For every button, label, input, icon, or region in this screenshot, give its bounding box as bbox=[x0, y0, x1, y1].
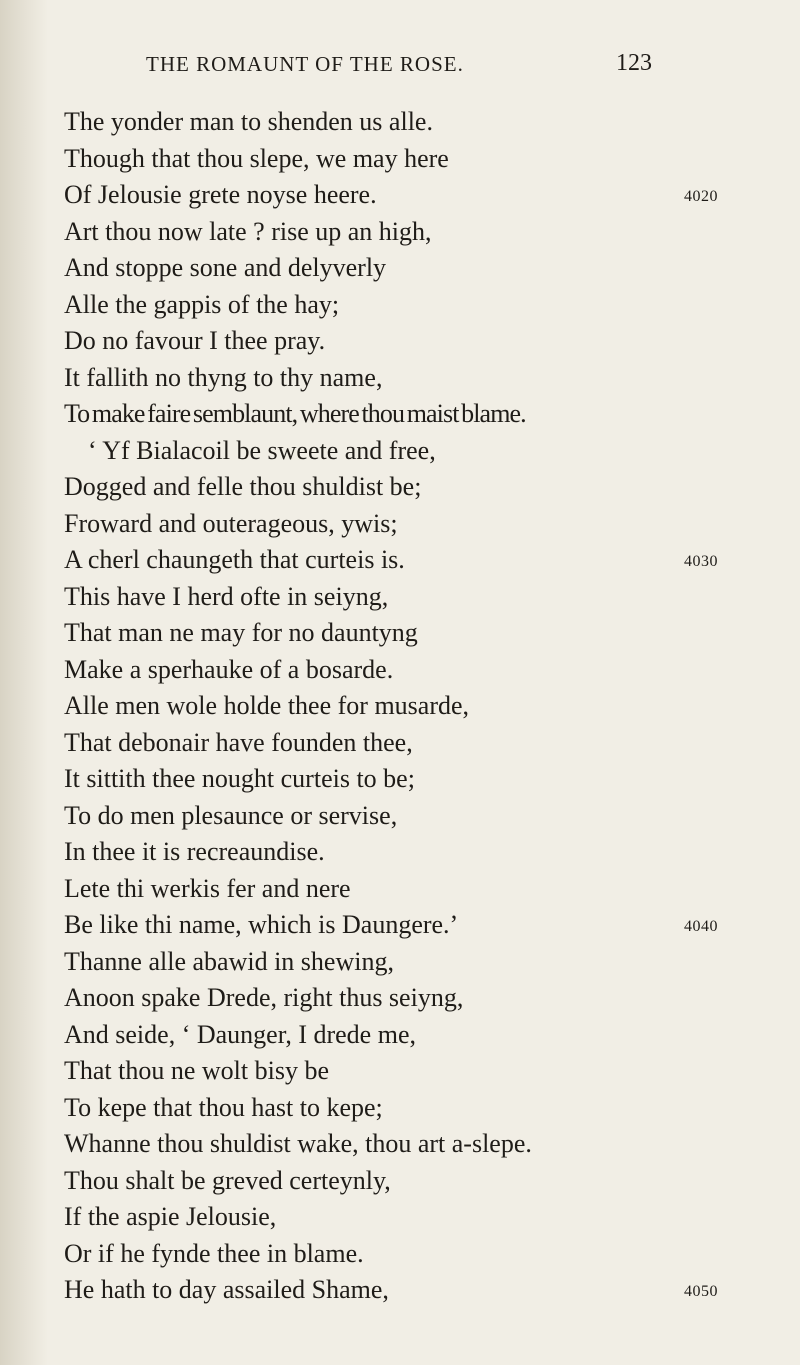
page-number: 123 bbox=[616, 50, 652, 76]
verse-text: That debonair have founden thee, bbox=[64, 727, 413, 757]
verse-line bbox=[64, 323, 784, 360]
verse-line bbox=[64, 360, 784, 397]
verse-line bbox=[64, 469, 784, 506]
verse-text: To kepe that thou hast to kepe; bbox=[64, 1092, 383, 1122]
verse-line bbox=[64, 433, 784, 470]
verse-text: Do no favour I thee pray. bbox=[64, 326, 326, 355]
verse-text: To do men plesaunce or servise, bbox=[64, 800, 398, 830]
verse-line bbox=[64, 104, 784, 141]
poem-text bbox=[64, 104, 784, 1309]
verse-text: Alle men wole holde thee for musarde, bbox=[64, 691, 470, 720]
verse-line bbox=[64, 396, 784, 433]
line-number: 4040 bbox=[684, 918, 718, 935]
line-number: 4030 bbox=[684, 553, 718, 570]
verse-line bbox=[64, 1090, 784, 1127]
verse-text: ‘ Yf Bialacoil be sweete and free, bbox=[88, 435, 436, 465]
verse-line bbox=[64, 579, 784, 616]
verse-line bbox=[64, 1199, 784, 1236]
verse-line bbox=[64, 1236, 784, 1273]
verse-text: Or if he fynde thee in blame. bbox=[64, 1238, 364, 1268]
verse-text: He hath to day assailed Shame, bbox=[64, 1275, 389, 1304]
verse-text: A cherl chaungeth that curteis is. bbox=[64, 545, 405, 574]
verse-line bbox=[64, 615, 784, 652]
verse-line bbox=[64, 725, 784, 762]
verse-text: The yonder man to shenden us alle. bbox=[64, 107, 433, 136]
verse-text: Froward and outerageous, ywis; bbox=[64, 508, 398, 538]
verse-text: And stoppe sone and delyverly bbox=[64, 253, 387, 282]
verse-line bbox=[64, 871, 784, 908]
verse-text: To make faire semblaunt, where thou maist blame. bbox=[64, 399, 526, 428]
page-edge-shadow bbox=[0, 0, 48, 1365]
verse-line bbox=[64, 542, 784, 579]
verse-text: It fallith no thyng to thy name, bbox=[64, 362, 383, 392]
verse-text: It sittith thee nought curteis to be; bbox=[64, 764, 415, 793]
verse-text: Dogged and felle thou shuldist be; bbox=[64, 472, 422, 501]
verse-line bbox=[64, 1017, 784, 1054]
line-number: 4050 bbox=[684, 1283, 718, 1300]
verse-text: In thee it is recreaundise. bbox=[64, 837, 325, 866]
verse-text: That thou ne wolt bisy be bbox=[64, 1056, 330, 1085]
line-number: 4020 bbox=[684, 188, 718, 205]
verse-text: Alle the gappis of the hay; bbox=[64, 289, 340, 319]
verse-line bbox=[64, 798, 784, 835]
verse-line bbox=[64, 1126, 784, 1163]
verse-line bbox=[64, 177, 784, 214]
verse-text: Whanne thou shuldist wake, thou art a-slepe. bbox=[64, 1129, 532, 1158]
verse-text: Art thou now late ? rise up an high, bbox=[64, 216, 432, 246]
verse-text: And seide, ‘ Daunger, I drede me, bbox=[64, 1019, 416, 1049]
verse-line bbox=[64, 141, 784, 178]
verse-text: Anoon spake Drede, right thus seiyng, bbox=[64, 983, 464, 1012]
verse-text: If the aspie Jelousie, bbox=[64, 1202, 277, 1231]
verse-text: Be like thi name, which is Daungere.’ bbox=[64, 910, 459, 939]
verse-text: Of Jelousie grete noyse heere. bbox=[64, 180, 377, 209]
verse-text: Lete thi werkis fer and nere bbox=[64, 873, 351, 903]
verse-line bbox=[64, 980, 784, 1017]
verse-line bbox=[64, 652, 784, 689]
verse-line bbox=[64, 944, 784, 981]
verse-line bbox=[64, 1163, 784, 1200]
verse-line bbox=[64, 287, 784, 324]
verse-text: That man ne may for no dauntyng bbox=[64, 618, 418, 647]
verse-text: Though that thou slepe, we may here bbox=[64, 143, 449, 173]
verse-text: Thou shalt be greved certeynly, bbox=[64, 1165, 391, 1195]
verse-line bbox=[64, 688, 784, 725]
verse-text: Thanne alle abawid in shewing, bbox=[64, 946, 394, 976]
verse-line bbox=[64, 506, 784, 543]
verse-text: This have I herd ofte in seiyng, bbox=[64, 581, 389, 611]
verse-line bbox=[64, 250, 784, 287]
verse-line bbox=[64, 761, 784, 798]
verse-line bbox=[64, 907, 784, 944]
verse-line bbox=[64, 834, 784, 871]
verse-line bbox=[64, 1053, 784, 1090]
verse-line bbox=[64, 214, 784, 251]
running-title: THE ROMAUNT OF THE ROSE. bbox=[146, 52, 464, 76]
verse-text: Make a sperhauke of a bosarde. bbox=[64, 654, 394, 684]
verse-line bbox=[64, 1272, 784, 1309]
